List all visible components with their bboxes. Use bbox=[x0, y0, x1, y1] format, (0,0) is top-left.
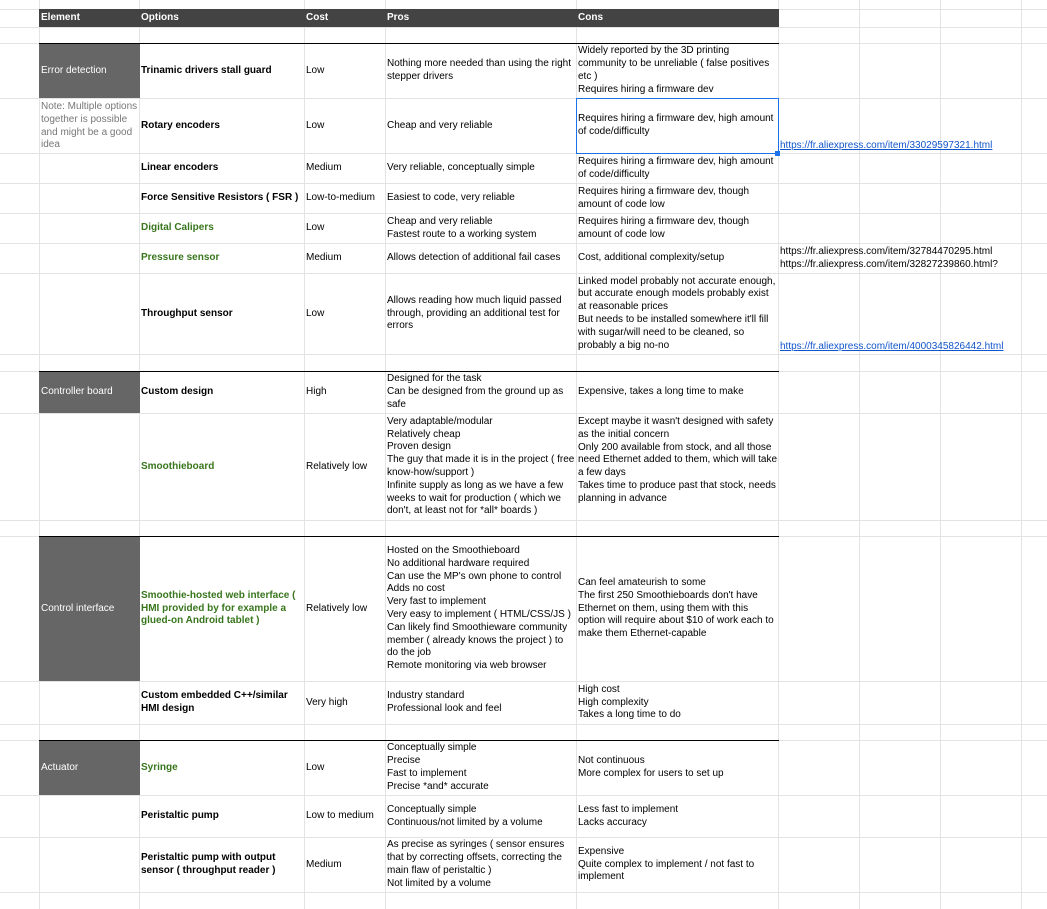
header-element[interactable]: Element bbox=[39, 9, 140, 27]
cons-cell[interactable]: Except maybe it wasn't designed with safety as the initial concern Only 200 available from stock, and all those need Ethernet added to them, which will take a few days Takes time to produce past that stock, needs planning in advance bbox=[578, 416, 778, 504]
cons-cell[interactable]: Can feel amateurish to some The first 250 Smoothieboards don't have Ethernet on them, using them with this option will require about $10 of work each to make them Ethernet-capable bbox=[578, 577, 774, 640]
cost-cell[interactable]: Medium bbox=[306, 858, 342, 870]
aliexpress-link[interactable]: https://fr.aliexpress.com/item/33029597321.html bbox=[780, 139, 993, 151]
url-text-cell[interactable]: https://fr.aliexpress.com/item/32784470295.html https://fr.aliexpress.com/item/32827239860.html? bbox=[780, 245, 998, 270]
cons-cell[interactable]: Requires hiring a firmware dev, high amount of code/difficulty bbox=[578, 155, 774, 180]
aliexpress-link[interactable]: https://fr.aliexpress.com/item/4000345826442.html bbox=[780, 340, 1004, 352]
option-cell[interactable]: Custom design bbox=[141, 386, 214, 398]
pros-cell[interactable]: Conceptually simple Continuous/not limited by a volume bbox=[387, 803, 543, 828]
pros-cell[interactable]: Cheap and very reliable Fastest route to a working system bbox=[387, 215, 537, 240]
pros-cell[interactable]: Very reliable, conceptually simple bbox=[387, 162, 535, 174]
cost-cell[interactable]: Low to medium bbox=[306, 810, 374, 822]
cons-cell[interactable]: Less fast to implement Lacks accuracy bbox=[578, 803, 679, 828]
cell-selection[interactable] bbox=[576, 98, 779, 154]
header-cost[interactable]: Cost bbox=[304, 9, 386, 27]
option-cell[interactable]: Trinamic drivers stall guard bbox=[141, 64, 272, 76]
cons-cell[interactable]: Expensive Quite complex to implement / not fast to implement bbox=[578, 845, 755, 883]
cons-cell[interactable]: Requires hiring a firmware dev, though amount of code low bbox=[578, 185, 750, 210]
option-cell[interactable]: Force Sensitive Resistors ( FSR ) bbox=[141, 192, 299, 204]
cost-cell[interactable]: Relatively low bbox=[306, 460, 368, 472]
pros-cell[interactable]: Hosted on the Smoothieboard No additional hardware required Can use the MP's own phone to control Adds no cost Very fast to implement Very easy to implement ( HTML/CSS/JS ) Can likely find Smoothieware community member ( already knows the project ) to do the job Remote monitoring via web browser bbox=[387, 545, 571, 672]
option-cell[interactable]: Smoothie-hosted web interface ( HMI provided by for example a glued-on Android tablet ) bbox=[141, 589, 296, 627]
cons-cell[interactable]: Widely reported by the 3D printing community to be unreliable ( false positives etc ) Requires hiring a firmware dev bbox=[578, 45, 770, 95]
cost-cell[interactable]: Medium bbox=[306, 162, 342, 174]
cost-cell[interactable]: Low bbox=[306, 222, 325, 234]
cons-cell[interactable]: Not continuous More complex for users to set up bbox=[578, 755, 724, 779]
cost-cell[interactable]: Low bbox=[306, 119, 325, 131]
cons-cell[interactable]: Requires hiring a firmware dev, though amount of code low bbox=[578, 215, 750, 240]
option-cell[interactable]: Peristaltic pump with output sensor ( throughput reader ) bbox=[141, 852, 276, 876]
cost-cell[interactable]: Low bbox=[306, 307, 325, 319]
header-pros[interactable]: Pros bbox=[385, 9, 577, 27]
pros-cell[interactable]: Allows reading how much liquid passed through, providing an additional test for errors bbox=[387, 294, 562, 332]
element-error-detection[interactable]: Error detection bbox=[39, 44, 140, 98]
cons-cell[interactable]: Requires hiring a firmware dev, high amount of code/difficulty bbox=[578, 113, 774, 137]
cost-cell[interactable]: Relatively low bbox=[306, 602, 368, 614]
pros-cell[interactable]: Cheap and very reliable bbox=[387, 119, 493, 131]
pros-cell[interactable]: Industry standard Professional look and feel bbox=[387, 690, 502, 714]
option-cell[interactable]: Digital Calipers bbox=[141, 222, 214, 234]
pros-cell[interactable]: Easiest to code, very reliable bbox=[387, 192, 515, 204]
fill-handle[interactable] bbox=[775, 151, 780, 156]
header-cons[interactable]: Cons bbox=[576, 9, 779, 27]
cons-cell[interactable]: Linked model probably not accurate enough, but accurate enough models probably exist at reasonable prices But needs to be installed somewhere it'll fill with sugar/will need to be cleaned, so probably a big no-no bbox=[578, 275, 776, 351]
cost-cell[interactable]: Low bbox=[306, 761, 325, 773]
option-cell[interactable]: Peristaltic pump bbox=[141, 810, 219, 822]
pros-cell[interactable]: Nothing more needed than using the right stepper drivers bbox=[387, 58, 572, 82]
cost-cell[interactable]: Low bbox=[306, 64, 325, 76]
element-note[interactable]: Note: Multiple options together is possible and might be a good idea bbox=[41, 101, 138, 151]
cons-cell[interactable]: Expensive, takes a long time to make bbox=[578, 386, 744, 398]
option-cell[interactable]: Syringe bbox=[141, 761, 178, 773]
option-cell[interactable]: Linear encoders bbox=[141, 162, 219, 174]
element-actuator[interactable]: Actuator bbox=[39, 741, 140, 795]
cons-cell[interactable]: High cost High complexity Takes a long time to do bbox=[578, 683, 681, 721]
option-cell[interactable]: Throughput sensor bbox=[141, 307, 233, 319]
cost-cell[interactable]: Medium bbox=[306, 252, 342, 264]
element-control-interface[interactable]: Control interface bbox=[39, 537, 140, 681]
pros-cell[interactable]: Allows detection of additional fail cases bbox=[387, 252, 561, 264]
option-cell[interactable]: Smoothieboard bbox=[141, 460, 215, 472]
element-controller-board[interactable]: Controller board bbox=[39, 372, 140, 413]
pros-cell[interactable]: Very adaptable/modular Relatively cheap Proven design The guy that made it is in the project ( free know-how/support ) Infinite supply as long as we have a few weeks to wait for production ( which we don't, at least not for *all* boards ) bbox=[387, 415, 575, 517]
pros-cell[interactable]: Conceptually simple Precise Fast to implement Precise *and* accurate bbox=[387, 742, 489, 792]
cost-cell[interactable]: Very high bbox=[306, 696, 348, 708]
pros-cell[interactable]: As precise as syringes ( sensor ensures that by correcting offsets, correcting the main flaw of peristaltic ) Not limited by a volume bbox=[387, 839, 565, 889]
cost-cell[interactable]: High bbox=[306, 386, 327, 398]
cost-cell[interactable]: Low-to-medium bbox=[306, 192, 375, 204]
pros-cell[interactable]: Designed for the task Can be designed from the ground up as safe bbox=[387, 373, 564, 410]
header-options[interactable]: Options bbox=[139, 9, 305, 27]
option-cell[interactable]: Rotary encoders bbox=[141, 119, 220, 131]
option-cell[interactable]: Pressure sensor bbox=[141, 252, 220, 264]
cons-cell[interactable]: Cost, additional complexity/setup bbox=[578, 252, 725, 264]
option-cell[interactable]: Custom embedded C++/similar HMI design bbox=[141, 690, 288, 714]
